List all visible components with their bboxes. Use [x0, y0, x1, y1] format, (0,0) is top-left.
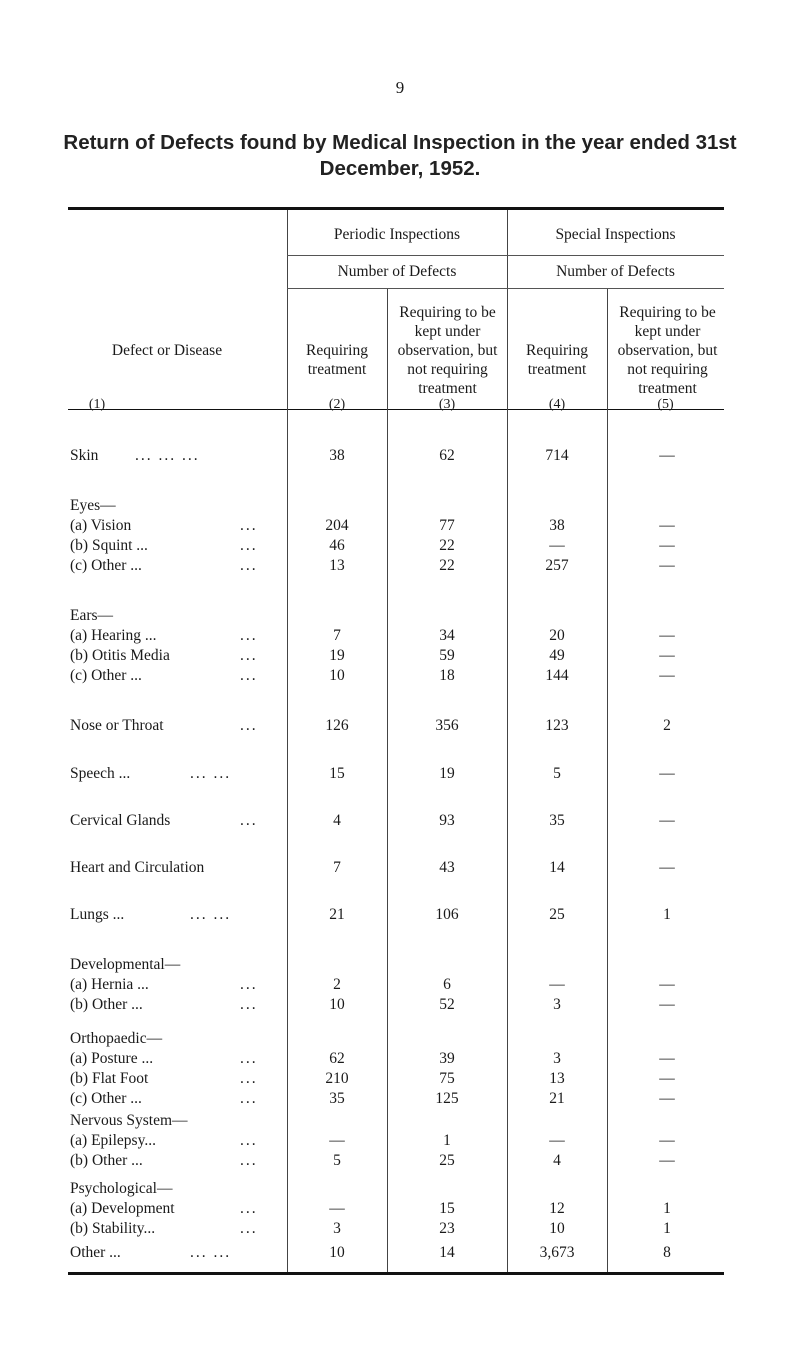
cell-special-treatment: 13 [549, 1070, 565, 1087]
row-label: (b) Flat Foot [70, 1070, 149, 1087]
cell-special-treatment: 10 [549, 1220, 565, 1237]
cell-periodic-observation: 52 [439, 996, 455, 1013]
table-row [0, 647, 800, 667]
cell-periodic-treatment: 13 [329, 557, 345, 574]
cell-periodic-treatment: 210 [325, 1070, 349, 1087]
cell-special-treatment: 123 [545, 717, 569, 734]
cell-periodic-observation: 15 [439, 1200, 455, 1217]
cell-periodic-treatment: — [329, 1132, 345, 1149]
cell-periodic-treatment: 3 [333, 1220, 341, 1237]
row-label: (a) Epilepsy... [70, 1132, 156, 1149]
cell-special-observation: — [659, 1070, 675, 1087]
cell-periodic-treatment: 126 [325, 717, 349, 734]
leader-dots: ... [240, 1220, 258, 1237]
row-label: Heart and Circulation [70, 859, 205, 876]
col1-header: Defect or Disease [111, 342, 223, 359]
cell-special-treatment: 38 [549, 517, 565, 534]
cell-special-observation: — [659, 1050, 675, 1067]
row-label: Other ... [70, 1244, 121, 1261]
cell-special-observation: — [659, 447, 675, 464]
leader-dots: ... [240, 717, 258, 734]
cell-special-treatment: 25 [549, 906, 565, 923]
row-label: (b) Other ... [70, 996, 143, 1013]
table-row [0, 1200, 800, 1220]
cell-periodic-observation: 25 [439, 1152, 455, 1169]
leader-dots: ... [240, 976, 258, 993]
table-row [0, 812, 800, 832]
cell-periodic-treatment: 21 [329, 906, 345, 923]
leader-dots: ... [240, 1152, 258, 1169]
cell-periodic-observation: 18 [439, 667, 455, 684]
cell-special-treatment: 12 [549, 1200, 565, 1217]
row-label: (b) Stability... [70, 1220, 156, 1237]
cell-periodic-observation: 19 [439, 765, 455, 782]
table-row [0, 956, 800, 976]
table-row [0, 1220, 800, 1240]
cell-special-treatment: 5 [553, 765, 561, 782]
table-row [0, 497, 800, 517]
cell-special-treatment: 14 [549, 859, 565, 876]
group-label: Developmental— [70, 956, 181, 973]
cell-periodic-treatment: 15 [329, 765, 345, 782]
cell-periodic-observation: 59 [439, 647, 455, 664]
cell-periodic-observation: 22 [439, 557, 455, 574]
cell-special-observation: — [659, 996, 675, 1013]
leader-dots: ... [240, 537, 258, 554]
cell-periodic-treatment: 35 [329, 1090, 345, 1107]
row-label: Lungs ... [70, 906, 125, 923]
col1-number: (1) [88, 397, 106, 412]
leader-dots: ... ... [190, 1244, 232, 1261]
table-row [0, 607, 800, 627]
cell-special-observation: — [659, 537, 675, 554]
cell-special-observation: — [659, 557, 675, 574]
cell-periodic-observation: 77 [439, 517, 455, 534]
cell-special-observation: — [659, 1090, 675, 1107]
col2-number: (2) [328, 397, 346, 412]
cell-special-observation: — [659, 647, 675, 664]
cell-special-treatment: — [549, 1132, 565, 1149]
leader-dots: ... [240, 1132, 258, 1149]
cell-special-treatment: 3,673 [539, 1244, 575, 1261]
cell-special-treatment: 49 [549, 647, 565, 664]
cell-special-observation: — [659, 1152, 675, 1169]
group-label: Eyes— [70, 497, 116, 514]
top-rule [68, 207, 724, 210]
special-inspections-header: Special Inspections [555, 226, 676, 243]
cell-periodic-observation: 1 [443, 1132, 451, 1149]
leader-dots: ... [240, 812, 258, 829]
leader-dots: ... [240, 1070, 258, 1087]
row-label: (b) Squint ... [70, 537, 148, 554]
row-label: (a) Hearing ... [70, 627, 157, 644]
row-label: (b) Otitis Media [70, 647, 170, 664]
row-label: Nose or Throat [70, 717, 164, 734]
cell-special-observation: 2 [663, 717, 671, 734]
cell-periodic-treatment: 10 [329, 996, 345, 1013]
leader-dots: ... [240, 1200, 258, 1217]
leader-dots: ... ... [190, 906, 232, 923]
table-row [0, 517, 800, 537]
leader-dots: ... [240, 1090, 258, 1107]
cell-special-treatment: 4 [553, 1152, 561, 1169]
table-row [0, 996, 800, 1016]
table-row [0, 1244, 800, 1264]
cell-special-treatment: — [549, 537, 565, 554]
row-label: (a) Development [70, 1200, 175, 1217]
cell-periodic-treatment: 7 [333, 627, 341, 644]
cell-special-observation: — [659, 1132, 675, 1149]
row-label: (c) Other ... [70, 1090, 142, 1107]
cell-periodic-treatment: 62 [329, 1050, 345, 1067]
leader-dots: ... [240, 996, 258, 1013]
cell-special-treatment: 20 [549, 627, 565, 644]
header-divider [287, 288, 724, 289]
table-row [0, 765, 800, 785]
table-row [0, 976, 800, 996]
table-row [0, 1112, 800, 1132]
row-label: Cervical Glands [70, 812, 171, 829]
cell-periodic-treatment: 38 [329, 447, 345, 464]
special-number-of-defects: Number of Defects [556, 263, 675, 280]
table-row [0, 627, 800, 647]
periodic-number-of-defects: Number of Defects [337, 263, 457, 280]
table-row [0, 1152, 800, 1172]
leader-dots: ... ... ... [135, 447, 200, 464]
cell-periodic-observation: 14 [439, 1244, 455, 1261]
leader-dots: ... [240, 1050, 258, 1067]
cell-periodic-treatment: 10 [329, 667, 345, 684]
col4-number: (4) [548, 397, 566, 412]
cell-periodic-treatment: 2 [333, 976, 341, 993]
header-divider [287, 255, 724, 256]
cell-periodic-observation: 106 [435, 906, 459, 923]
cell-periodic-treatment: — [329, 1200, 345, 1217]
cell-periodic-treatment: 4 [333, 812, 341, 829]
row-label: (a) Vision [70, 517, 132, 534]
table-row [0, 557, 800, 577]
cell-periodic-observation: 43 [439, 859, 455, 876]
cell-periodic-treatment: 7 [333, 859, 341, 876]
cell-special-treatment: 3 [553, 1050, 561, 1067]
cell-periodic-observation: 34 [439, 627, 455, 644]
group-label: Nervous System— [70, 1112, 188, 1129]
row-label: (b) Other ... [70, 1152, 143, 1169]
cell-periodic-treatment: 19 [329, 647, 345, 664]
cell-special-observation: — [659, 667, 675, 684]
row-label: (c) Other ... [70, 557, 142, 574]
col5-number: (5) [657, 397, 674, 412]
row-label: (c) Other ... [70, 667, 142, 684]
leader-dots: ... [240, 557, 258, 574]
cell-special-observation: 1 [663, 1220, 671, 1237]
table-row [0, 537, 800, 557]
leader-dots: ... [240, 647, 258, 664]
col3-header: Requiring to be kept under observation, but not requiring treatment [397, 304, 498, 397]
leader-dots: ... [240, 517, 258, 534]
cell-periodic-observation: 125 [435, 1090, 459, 1107]
row-label: Skin [70, 447, 99, 464]
table-row [0, 447, 800, 467]
cell-periodic-observation: 356 [435, 717, 459, 734]
cell-periodic-observation: 39 [439, 1050, 455, 1067]
page-number: 9 [395, 78, 405, 97]
cell-special-treatment: — [549, 976, 565, 993]
cell-special-treatment: 3 [553, 996, 561, 1013]
cell-special-observation: 1 [663, 906, 671, 923]
bottom-rule [68, 1272, 724, 1275]
table-row [0, 906, 800, 926]
group-label: Psychological— [70, 1180, 173, 1197]
cell-special-observation: — [659, 812, 675, 829]
cell-periodic-observation: 75 [439, 1070, 455, 1087]
cell-special-observation: — [659, 859, 675, 876]
leader-dots: ... ... [190, 765, 232, 782]
cell-periodic-observation: 62 [439, 447, 455, 464]
row-label: (a) Hernia ... [70, 976, 149, 993]
cell-special-observation: — [659, 627, 675, 644]
col5-header: Requiring to be kept under observation, but not requiring treatment [617, 304, 718, 397]
row-label: Speech ... [70, 765, 131, 782]
cell-periodic-observation: 23 [439, 1220, 455, 1237]
cell-special-observation: — [659, 765, 675, 782]
leader-dots: ... [240, 667, 258, 684]
group-label: Ears— [70, 607, 114, 624]
group-label: Orthopaedic— [70, 1030, 163, 1047]
cell-periodic-treatment: 10 [329, 1244, 345, 1261]
cell-special-treatment: 257 [545, 557, 569, 574]
cell-special-observation: 1 [663, 1200, 671, 1217]
cell-periodic-observation: 22 [439, 537, 455, 554]
cell-periodic-observation: 6 [443, 976, 451, 993]
periodic-inspections-header: Periodic Inspections [333, 226, 461, 243]
leader-dots: ... [240, 627, 258, 644]
table-row [0, 1030, 800, 1050]
page-title: Return of Defects found by Medical Inspection in the year ended 31st December, 1952. [63, 131, 737, 180]
cell-periodic-treatment: 46 [329, 537, 345, 554]
table-row [0, 1050, 800, 1070]
table-row [0, 1132, 800, 1152]
cell-periodic-observation: 93 [439, 812, 455, 829]
table-row [0, 1070, 800, 1090]
cell-special-treatment: 714 [545, 447, 569, 464]
table-row [0, 1180, 800, 1200]
cell-special-observation: 8 [663, 1244, 671, 1261]
col4-header: Requiring treatment [526, 342, 588, 378]
table-row [0, 717, 800, 737]
table-row [0, 667, 800, 687]
cell-special-observation: — [659, 517, 675, 534]
cell-special-treatment: 21 [549, 1090, 565, 1107]
cell-special-observation: — [659, 976, 675, 993]
col3-number: (3) [438, 397, 456, 412]
cell-special-treatment: 144 [545, 667, 569, 684]
col2-header: Requiring treatment [306, 342, 368, 378]
cell-periodic-treatment: 5 [333, 1152, 341, 1169]
table-row [0, 859, 800, 879]
cell-special-treatment: 35 [549, 812, 565, 829]
table-row [0, 1090, 800, 1110]
cell-periodic-treatment: 204 [325, 517, 349, 534]
row-label: (a) Posture ... [70, 1050, 154, 1067]
